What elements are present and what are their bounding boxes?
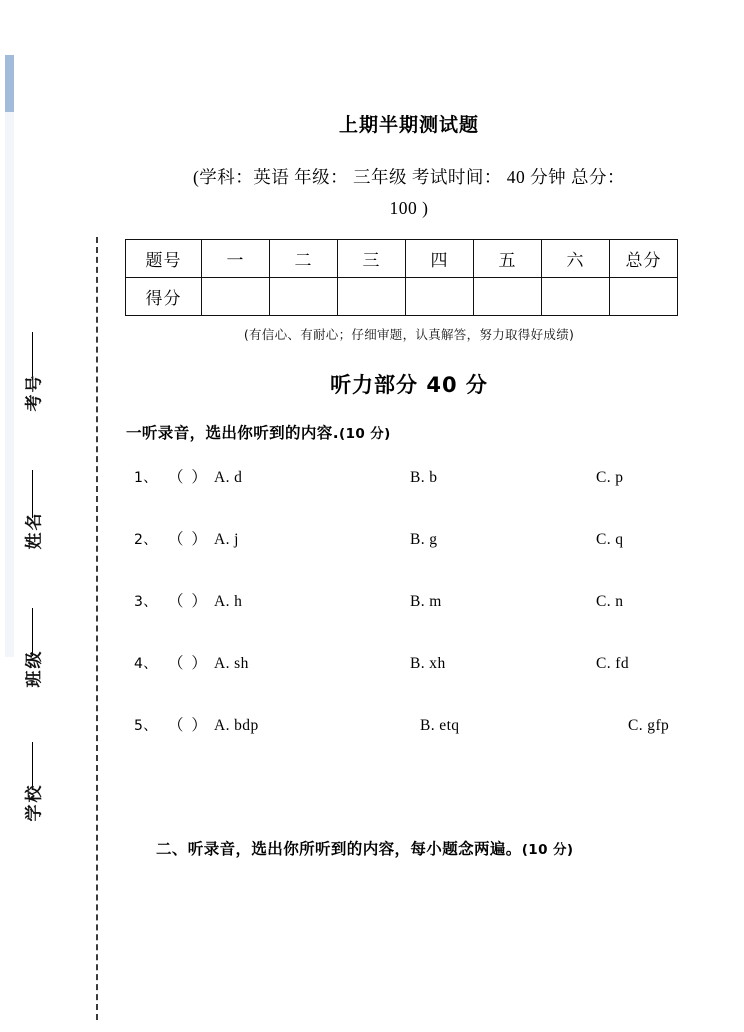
student-field-class — [0, 608, 64, 688]
question-list-section-one — [110, 465, 708, 775]
section-heading-two — [110, 775, 708, 859]
list-item — [134, 527, 708, 589]
list-item — [134, 651, 708, 713]
option-c[interactable]: C. gfp — [628, 717, 670, 735]
score-cell-6[interactable] — [542, 278, 610, 316]
left-edge-band-dark — [5, 55, 14, 112]
score-table-col-6: 六 — [542, 240, 610, 278]
score-cell-4[interactable] — [406, 278, 474, 316]
score-cell-1[interactable] — [202, 278, 270, 316]
score-table-row-label-number: 题号 — [126, 240, 202, 278]
answer-blank[interactable]: （ ） — [168, 469, 209, 487]
score-table-row-label-score: 得分 — [126, 278, 202, 316]
section-heading-one-text: 一听录音，选出你听到的内容. — [126, 424, 339, 443]
student-field-label-exam-number: 考号 — [24, 373, 45, 412]
list-item — [134, 713, 708, 775]
option-c[interactable]: C. fd — [596, 655, 629, 673]
table-row-header — [126, 240, 678, 278]
table-row-scores — [126, 278, 678, 316]
option-b[interactable]: B. xh — [410, 655, 446, 673]
score-table-col-4: 四 — [406, 240, 474, 278]
option-c[interactable]: C. p — [596, 469, 624, 487]
seal-dashed-line — [96, 237, 98, 1020]
question-number: 5、 — [134, 718, 158, 735]
option-a[interactable]: A. d — [214, 469, 243, 487]
section-heading-one — [110, 399, 708, 443]
score-table-col-5: 五 — [474, 240, 542, 278]
paper-body — [110, 0, 708, 1032]
student-field-label-school: 学校 — [24, 783, 45, 822]
option-b[interactable]: B. etq — [420, 717, 460, 735]
option-b[interactable]: B. b — [410, 469, 438, 487]
score-cell-total[interactable] — [610, 278, 678, 316]
score-table-col-3: 三 — [338, 240, 406, 278]
section-heading-two-points: (10 分) — [521, 842, 574, 859]
paper-meta-line-1: (学科：英语 年级： 三年级 考试时间： 40 分钟 总分： — [192, 166, 626, 187]
encouragement-note: (有信心、有耐心；仔细审题，认真解答，努力取得好成绩) — [243, 327, 575, 343]
option-a[interactable]: A. j — [214, 531, 239, 549]
answer-blank[interactable]: （ ） — [168, 655, 209, 673]
option-a[interactable]: A. sh — [214, 655, 249, 673]
option-b[interactable]: B. m — [410, 593, 442, 611]
question-number: 1、 — [134, 470, 158, 487]
list-item — [134, 589, 708, 651]
student-field-label-class: 班级 — [24, 649, 45, 688]
part-title-listening: 听力部分 40 分 — [330, 373, 488, 398]
option-a[interactable]: A. bdp — [214, 717, 259, 735]
score-cell-5[interactable] — [474, 278, 542, 316]
page-title: 上期半期测试题 — [338, 114, 479, 136]
option-c[interactable]: C. q — [596, 531, 624, 549]
question-number: 3、 — [134, 594, 158, 611]
answer-blank[interactable]: （ ） — [168, 717, 209, 735]
paper-meta-line-2: 100 ) — [389, 197, 429, 218]
answer-blank[interactable]: （ ） — [168, 531, 209, 549]
section-heading-one-points: (10 分) — [339, 426, 391, 443]
option-c[interactable]: C. n — [596, 593, 624, 611]
score-cell-3[interactable] — [338, 278, 406, 316]
section-heading-two-text: 二、听录音，选出你所听到的内容，每小题念两遍。 — [156, 840, 522, 859]
option-a[interactable]: A. h — [214, 593, 243, 611]
score-table-col-total: 总分 — [610, 240, 678, 278]
student-field-school — [0, 742, 64, 822]
question-number: 4、 — [134, 656, 158, 673]
score-table-col-2: 二 — [270, 240, 338, 278]
student-field-label-name: 姓名 — [24, 511, 45, 550]
question-number: 2、 — [134, 532, 158, 549]
answer-blank[interactable]: （ ） — [168, 593, 209, 611]
score-table-col-1: 一 — [202, 240, 270, 278]
student-field-exam-number — [0, 332, 64, 412]
paper-meta-line — [110, 136, 708, 223]
student-field-name — [0, 470, 64, 550]
list-item — [134, 465, 708, 527]
score-table-container — [110, 239, 708, 316]
score-cell-2[interactable] — [270, 278, 338, 316]
option-b[interactable]: B. g — [410, 531, 438, 549]
score-table — [125, 239, 678, 316]
